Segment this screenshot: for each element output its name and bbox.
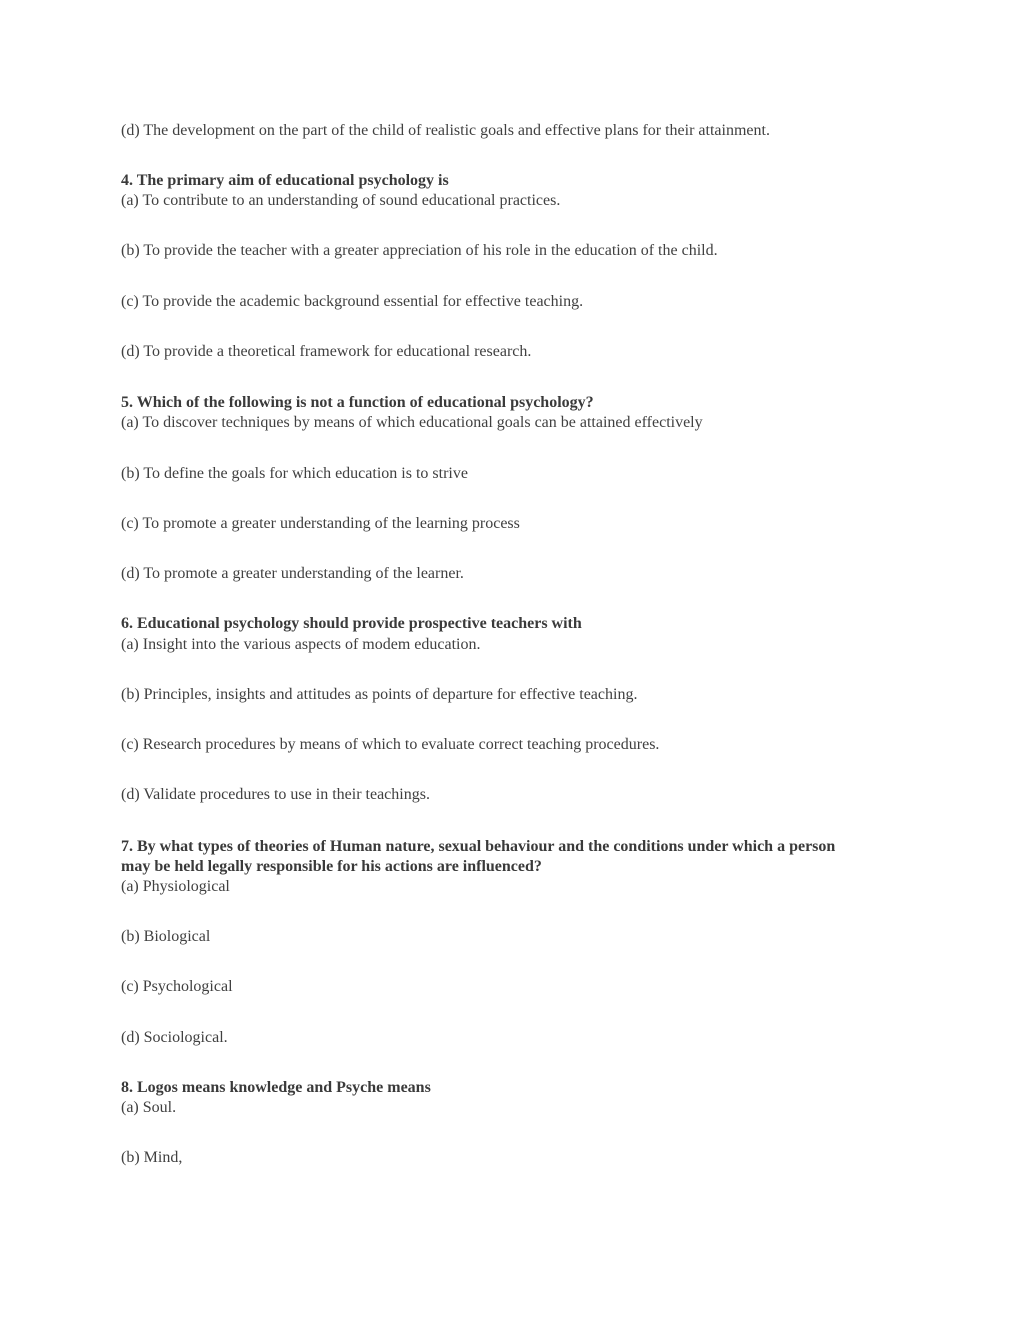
- option-text: (c) Research procedures by means of which to evaluate correct teaching procedures.: [121, 736, 660, 753]
- option-text: (b) Mind,: [121, 1149, 183, 1166]
- option-text: (a) Soul.: [121, 1099, 177, 1116]
- option-text: (d) To promote a greater understanding of the learner.: [121, 565, 464, 582]
- question-heading: 4. The primary aim of educational psychology is: [121, 172, 449, 189]
- option-text: (c) Psychological: [121, 978, 233, 995]
- option-text: (a) To contribute to an understanding of sound educational practices.: [121, 192, 561, 209]
- option-text: (a) Physiological: [121, 878, 230, 895]
- option-text: (b) Principles, insights and attitudes as points of departure for effective teaching.: [121, 686, 638, 703]
- question-heading: 6. Educational psychology should provide prospective teachers with: [121, 615, 582, 632]
- option-text: (d) Sociological.: [121, 1029, 228, 1046]
- option-text: (c) To promote a greater understanding of the learning process: [121, 515, 520, 532]
- option-text: (b) To define the goals for which education is to strive: [121, 465, 468, 482]
- option-text: (d) Validate procedures to use in their teachings.: [121, 786, 430, 803]
- option-text: (a) Insight into the various aspects of modem education.: [121, 636, 481, 653]
- option-text: (d) To provide a theoretical framework for educational research.: [121, 343, 532, 360]
- question-heading: 8. Logos means knowledge and Psyche means: [121, 1079, 431, 1096]
- option-text: (b) Biological: [121, 928, 211, 945]
- question-heading: 5. Which of the following is not a function of educational psychology?: [121, 394, 594, 411]
- option-text: (c) To provide the academic background essential for effective teaching.: [121, 293, 584, 310]
- question-heading: 7. By what types of theories of Human nature, sexual behaviour and the conditions under which a person may be held legally responsible for his actions are influenced?: [121, 838, 836, 875]
- option-text: (a) To discover techniques by means of which educational goals can be attained effectively: [121, 414, 703, 431]
- option-text: (d) The development on the part of the child of realistic goals and effective plans for their attainment.: [121, 122, 770, 139]
- option-text: (b) To provide the teacher with a greater appreciation of his role in the education of the child.: [121, 242, 718, 259]
